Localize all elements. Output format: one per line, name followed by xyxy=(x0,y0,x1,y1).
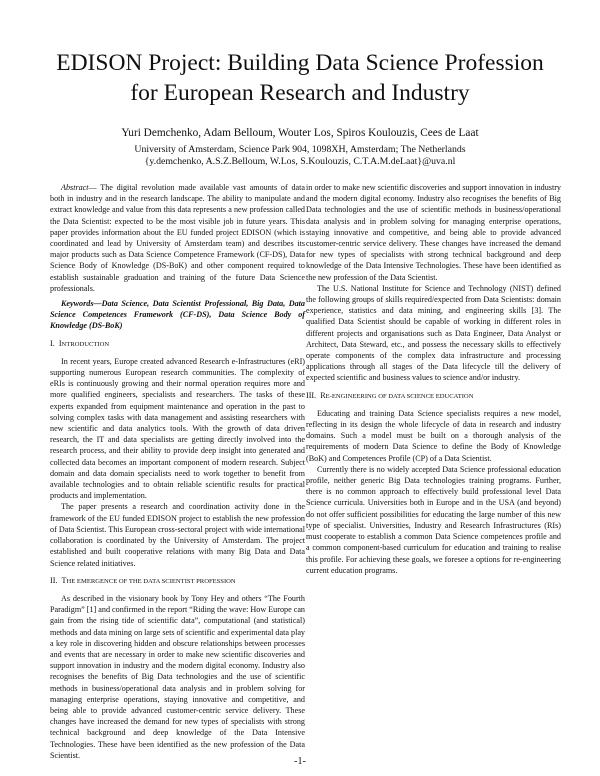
section-first-letter: R xyxy=(320,390,326,400)
abstract-text: The digital revolution made available vast amounts of data both in industry and in the research landscape. The ability to manipulate and extract knowledge and value from this data represents a new profession called the Data Scientist: expected to be the most visible job in future years. This paper provides information about the EU funded project EDISON (which is coordinated and lead by University of Amsterdam team) and describes its major products such as Data Science Competence Framework (CF-DS), Data Science Body of Knowledge (DS-BoK) and other component required to establish sustainable graduation and training of the future Data Science professionals. xyxy=(50,183,305,293)
section-number: I. xyxy=(50,338,55,348)
keywords-text: Data Science, Data Scientist Professional, Big Data, Data Science Competences Framework (CF-DS), Data Science Body of Knowledge (DS-BoK) xyxy=(50,299,305,331)
section-first-letter: I xyxy=(58,338,62,348)
left-column xyxy=(50,182,305,760)
emergence-paragraph-1-continued: in order to make new scientific discoveries and support innovation in industry and the modern digital economy. Industry also recognises the benefits of Big Data technologies and the use of scientific methods in business/operational data analysis and in problem solving for managing enterprise operations, staying innovative and competitive, and being able to provide advanced customer-centric service delivery. These changes have increased the demand for new types of specialists with strong technical background and deep knowledge of the Data Intensive Technologies. These have been identified as the new profession of the Data Scientist. xyxy=(306,183,561,282)
section-title-rest: HE EMERGENCE OF THE DATA SCIENTIST PROFESSION xyxy=(66,577,236,585)
title-line-1: EDISON Project: Building Data Science Profession xyxy=(56,50,544,76)
section-heading-reengineering xyxy=(306,390,561,402)
section-number: II. xyxy=(50,575,58,585)
section-title-rest: NTRODUCTION xyxy=(61,340,110,348)
affiliation: University of Amsterdam, Science Park 904, 1098XH, Amsterdam; The Netherlands xyxy=(134,144,466,155)
page-number: -1- xyxy=(294,756,306,767)
emergence-paragraph-1: As described in the visionary book by Tony Hey and others “The Fourth Paradigm” [1] and confirmed in the report “Riding the wave: How Europe can gain from the rising tide of scientific data”, computational (and statistical) methods and data mining on large sets of scientific and experimental data play a key role in discovering hidden and obscure relationships between processes and events that are necessary in order to make new scientific discoveries and support innovation in industry and the modern digital economy. Industry also recognises the benefits of Big Data technologies and the use of scientific methods in business/operational data analysis and in problem solving for managing enterprise operations, staying innovative and competitive, and being able to provide advanced customer-centric service delivery. These changes have increased the demand for new types of specialists with strong technical background and deep knowledge of the Data Intensive Technologies. These have been identified as the new profession of the Data Scientist. xyxy=(50,593,305,760)
author-emails: {y.demchenko, A.S.Z.Belloum, W.Los, S.Koulouzis, C.T.A.M.deLaat}@uva.nl xyxy=(144,156,456,167)
abstract xyxy=(50,182,305,294)
section-heading-introduction xyxy=(50,338,305,350)
section-number: III. xyxy=(306,390,317,400)
keywords-label: Keywords— xyxy=(61,299,102,309)
author-list: Yuri Demchenko, Adam Belloum, Wouter Los, Spiros Koulouzis, Cees de Laat xyxy=(121,127,479,139)
paper-title xyxy=(20,48,580,108)
reengineering-paragraph-2: Currently there is no widely accepted Data Science professional education profile, neither generic Big Data technologies training programs. Further, there is no common approach to effectively build professional level Data Science curricula. Universities both in Europe and in the USA (and beyond) do not offer sufficient possibilities for educating the large number of this new type of specialist. Universities, Industry and Research Infrastructures (RIs) must cooperate to establish a common Data Science competences profile and a common component-based curriculum for education and training to realise this profile. For achieving these goals, we foresee a options for re-engineering current education programs. xyxy=(306,464,561,575)
emergence-paragraph-2: The U.S. National Institute for Science and Technology (NIST) defined the following groups of skills required/expected from Data Scientists: domain experience, statistics and data mining, and engineering skills [3]. The qualified Data Scientist should be capable of working in different roles in different projects and organisations such as Data Engineer, Data Analyst or Architect, Data Steward, etc., and possess the necessary skills to effectively operate components of the complex data infrastructure and processing applications through all stages of the Data lifecycle till the delivery of expected scientific and business values to science and/or industry. xyxy=(306,283,561,383)
section-title-rest: E-ENGINEERING OF DATA SCIENCE EDUCATION xyxy=(325,392,474,400)
section-first-letter: T xyxy=(61,575,67,585)
right-column xyxy=(306,182,561,576)
title-line-2: for European Research and Industry xyxy=(130,80,470,106)
keywords xyxy=(50,298,305,332)
intro-paragraph-1: In recent years, Europe created advanced Research e-Infrastructures (eRI) supporting numerous European research communities. The complexity of eRIs is continuously growing and their normal operation requires more and more qualified engineers, specialists and researchers. The tasks of these experts expanded from equipment maintenance and operation in the past to solving complex tasks with data management and assisting researchers with new scientific and data analytics tools. With the growth of data driven research, the IT and data specialists are getting directly involved into the research process, and their ability to provide deep insight into generated and collected data becomes an important component of modern research. Subject domain and data domain specialists need to work together to benefit from available technologies and to obtain reliable scientific results for practical products and implementation. xyxy=(50,356,305,501)
abstract-dash: — xyxy=(88,183,97,192)
reengineering-paragraph-1: Educating and training Data Science specialists requires a new model, reflecting in its design the whole lifecycle of data in research and industry domains. Such a model must be built on a thorough analysis of the requirements of modern Data Science to define the Body of Knowledge (BoK) and Competences Profile (CP) of a Data Scientist. xyxy=(306,408,561,463)
intro-paragraph-2: The paper presents a research and coordination activity done in the framework of the EU funded EDISON project to establish the new profession of Data Scientist. This European cross-sectoral project with wide international collaboration is coordinated by the University of Amsterdam. The project established and built cooperative relations with many Big Data and Data Science related initiatives. xyxy=(50,502,305,568)
section-heading-emergence xyxy=(50,575,305,587)
abstract-label: Abstract xyxy=(61,183,89,192)
